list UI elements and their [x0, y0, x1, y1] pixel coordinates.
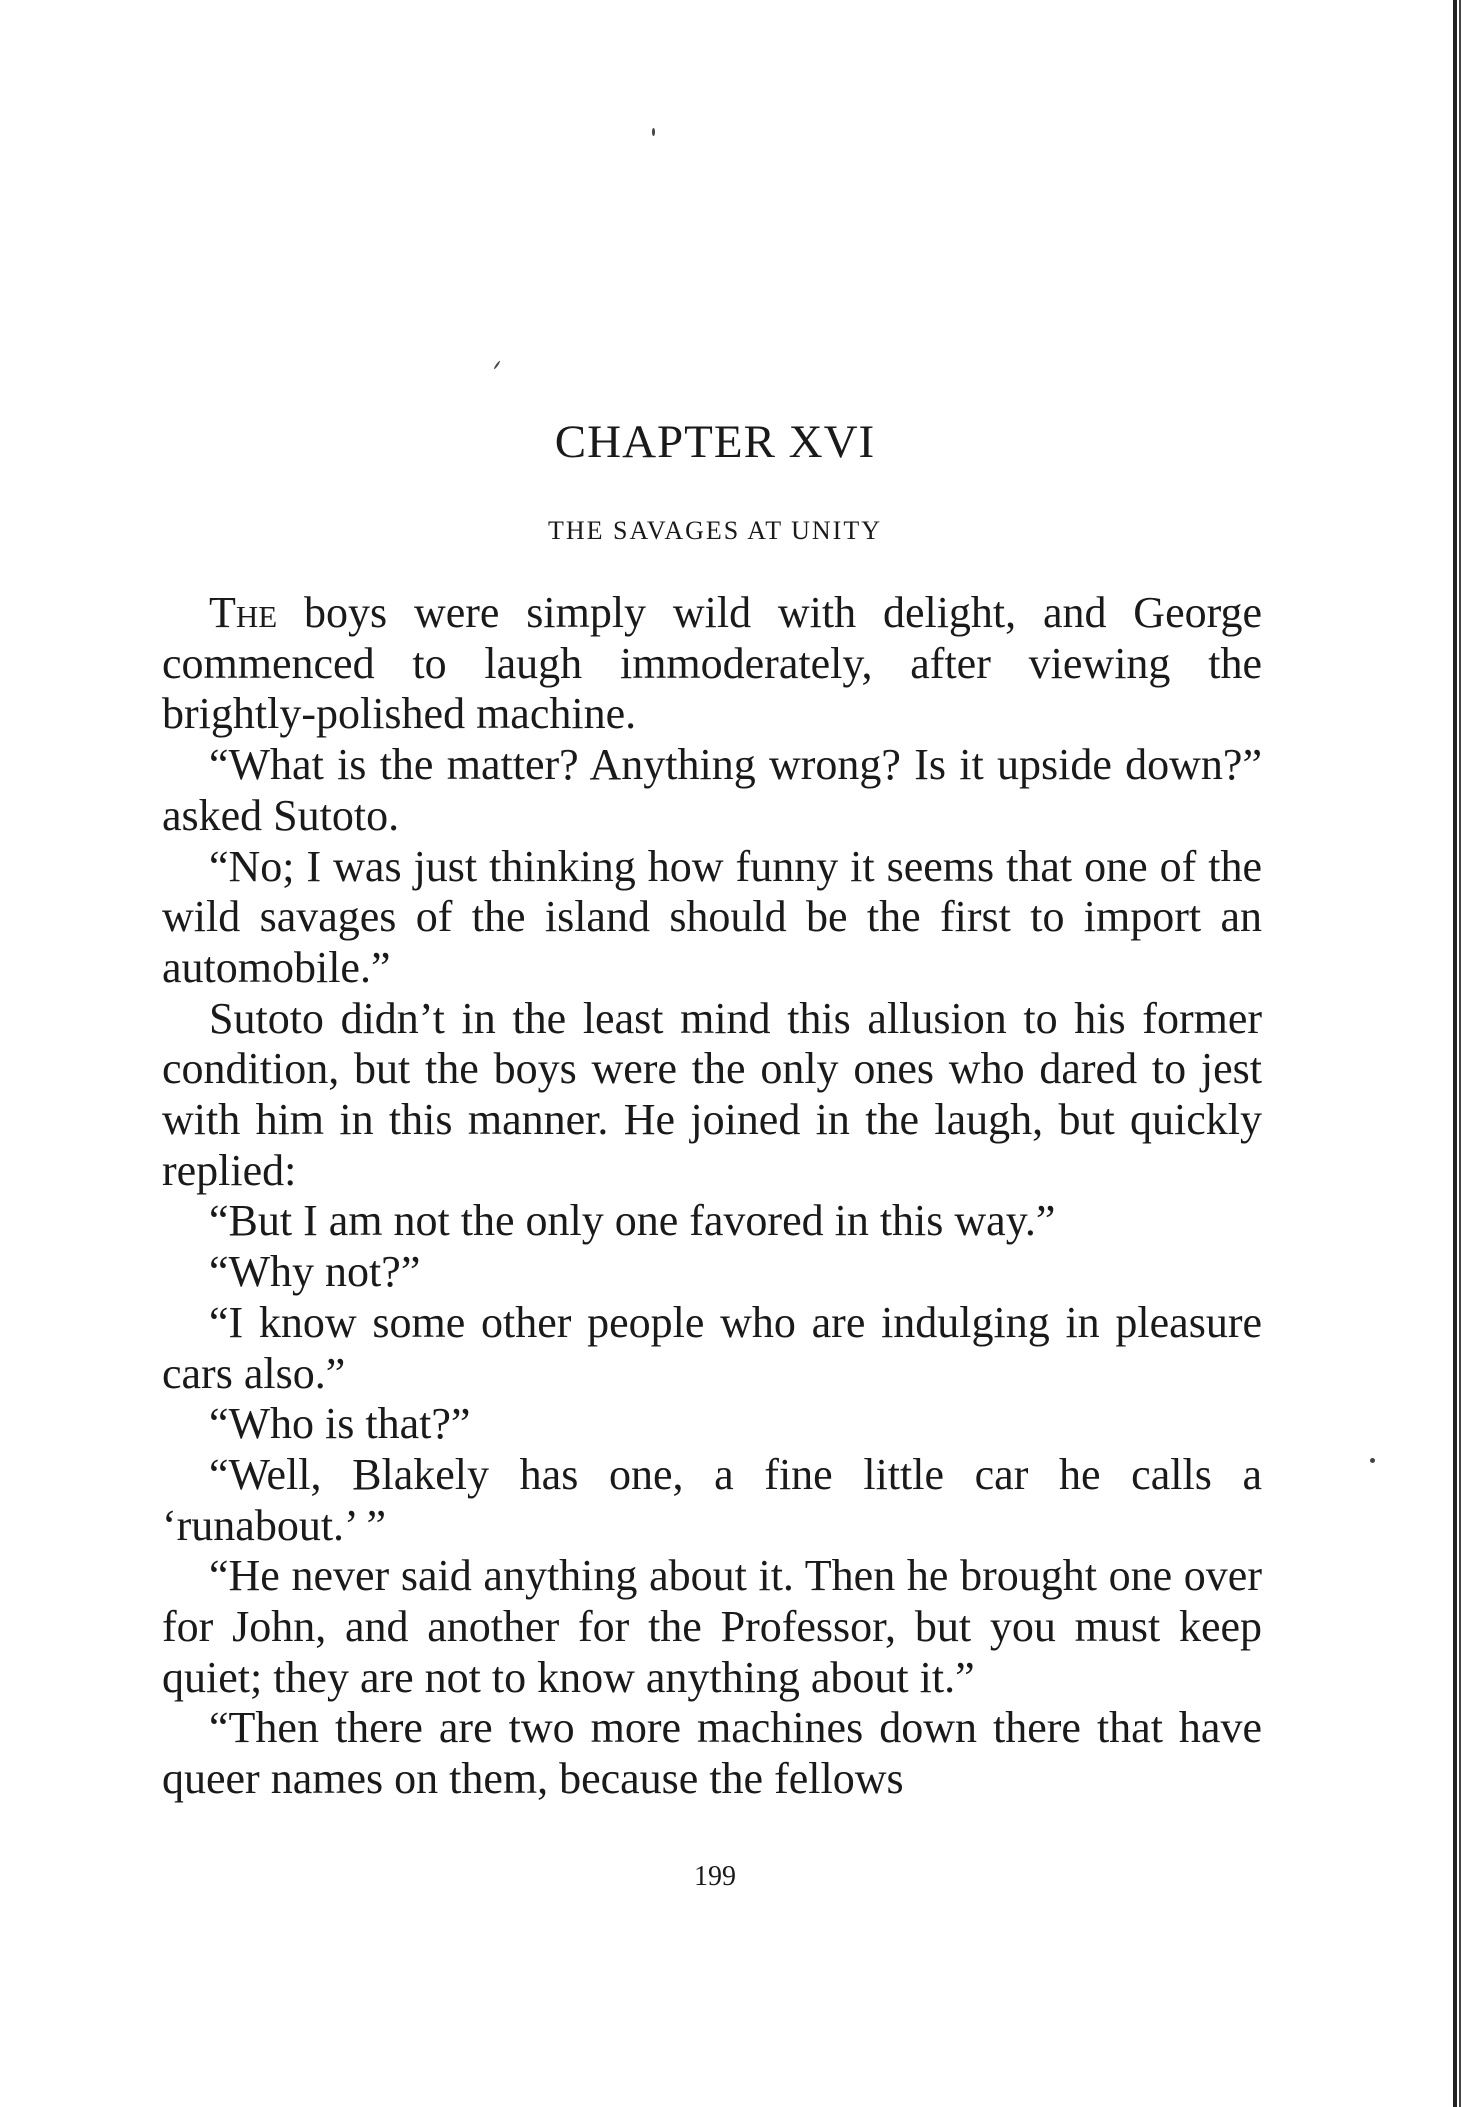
page-number: 199 [694, 1861, 736, 1892]
paragraph: Sutoto didn’t in the least mind this allusion to his former condition, but the boys were the only ones who dared to jest with him in this manner. He joined in the laugh, but quickly replied: [162, 993, 1262, 1195]
paragraph [162, 588, 1262, 740]
paragraph: “Who is that?” [209, 1399, 471, 1449]
paragraph: “Then there are two more machines down there that have queer names on them, because the fellows [162, 1703, 1262, 1804]
chapter-body [162, 588, 1262, 1805]
paragraph: “What is the matter? Anything wrong? Is it upside down?” asked Sutoto. [162, 740, 1262, 840]
chapter-subtitle: THE SAVAGES AT UNITY [548, 516, 882, 545]
paragraph-lead-word: The [209, 588, 278, 637]
ink-speck [1370, 1458, 1375, 1463]
paragraph: “But I am not the only one favored in this way.” [209, 1196, 1056, 1246]
paragraph-text: boys were simply wild with delight, and George commenced to laugh immoderately, after viewing the brightly-polished machine. [162, 588, 1262, 739]
paragraph: “I know some other people who are indulging in pleasure cars also.” [162, 1297, 1262, 1398]
ink-speck [493, 360, 500, 369]
paragraph: “Well, Blakely has one, a fine little car he calls a ‘runabout.’ ” [162, 1449, 1262, 1550]
paragraph: “He never said anything about it. Then he brought one over for John, and another for the Professor, but you must keep quiet; they are not to know anything about it.” [162, 1551, 1262, 1702]
ink-speck [652, 128, 655, 136]
paragraph: “Why not?” [209, 1247, 421, 1297]
paragraph: “No; I was just thinking how funny it seems that one of the wild savages of the island should be the first to import an automobile.” [162, 841, 1262, 992]
chapter-title: CHAPTER XVI [554, 416, 876, 468]
page-edge-line-inner [1459, 0, 1461, 2107]
page-edge-line [1453, 0, 1457, 2107]
